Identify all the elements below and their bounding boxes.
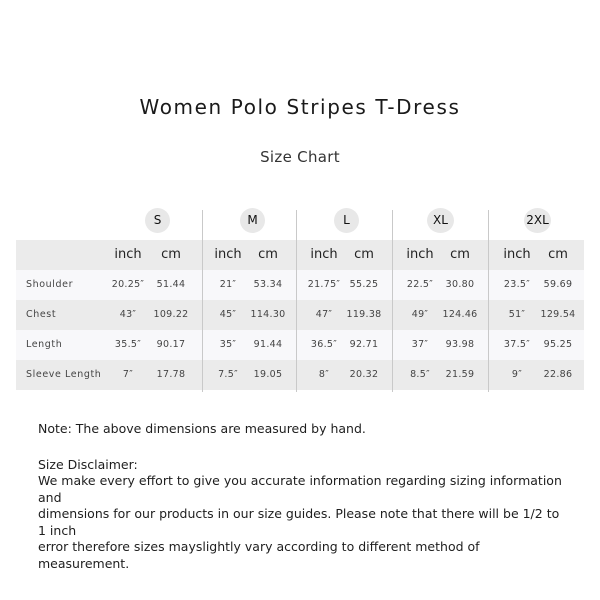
value-cm: 20.32 [349, 369, 379, 380]
value-inch: 35″ [219, 339, 237, 350]
value-inch: 7″ [122, 369, 134, 380]
disclaimer-heading: Size Disclaimer: [38, 456, 138, 472]
notes-section [38, 421, 568, 572]
row-label: Chest [26, 309, 57, 320]
size-badge-m: M [240, 208, 265, 233]
value-inch: 20.25″ [111, 279, 145, 290]
value-cm: 95.25 [543, 339, 573, 350]
value-cm: 22.86 [543, 369, 573, 380]
column-divider [488, 210, 489, 392]
page-title: Women Polo Stripes T-Dress [139, 95, 461, 119]
size-badge-2xl: 2XL [524, 208, 551, 233]
value-inch: 22.5″ [406, 279, 434, 290]
unit-cm: cm [161, 247, 181, 262]
unit-cm: cm [450, 247, 470, 262]
value-cm: 17.78 [156, 369, 186, 380]
disclaimer-line: We make every effort to give you accurate information regarding sizing information and [38, 473, 562, 505]
value-inch: 8.5″ [410, 369, 430, 380]
value-inch: 36.5″ [310, 339, 338, 350]
value-inch: 45″ [219, 309, 237, 320]
size-badge-xl: XL [427, 208, 454, 233]
disclaimer-line: error therefore sizes mayslightly vary according to different method of measurement. [38, 539, 480, 571]
value-cm: 91.44 [253, 339, 283, 350]
measurement-note: Note: The above dimensions are measured by hand. [38, 421, 366, 436]
value-inch: 35.5″ [114, 339, 142, 350]
value-cm: 114.30 [250, 309, 286, 320]
value-inch: 8″ [318, 369, 330, 380]
value-cm: 124.46 [442, 309, 478, 320]
value-cm: 51.44 [156, 279, 186, 290]
value-inch: 21.75″ [307, 279, 341, 290]
unit-cm: cm [548, 247, 568, 262]
value-cm: 129.54 [540, 309, 576, 320]
value-inch: 37″ [411, 339, 429, 350]
size-chart-table [16, 208, 584, 392]
value-inch: 9″ [511, 369, 523, 380]
unit-cm: cm [258, 247, 278, 262]
disclaimer-line: dimensions for our products in our size guides. Please note that there will be 1/2 to 1 inch [38, 506, 560, 538]
value-inch: 37.5″ [503, 339, 531, 350]
value-cm: 53.34 [253, 279, 283, 290]
value-cm: 55.25 [349, 279, 379, 290]
unit-inch: inch [503, 247, 531, 262]
value-inch: 43″ [119, 309, 137, 320]
unit-inch: inch [114, 247, 142, 262]
size-badge-s: S [145, 208, 170, 233]
unit-inch: inch [214, 247, 242, 262]
page-subtitle: Size Chart [260, 148, 340, 166]
unit-inch: inch [310, 247, 338, 262]
column-divider [392, 210, 393, 392]
value-inch: 23.5″ [503, 279, 531, 290]
column-divider [296, 210, 297, 392]
value-cm: 19.05 [253, 369, 283, 380]
value-cm: 119.38 [346, 309, 382, 320]
column-divider [202, 210, 203, 392]
row-label: Sleeve Length [26, 369, 102, 380]
row-label: Shoulder [26, 279, 74, 290]
value-cm: 109.22 [153, 309, 189, 320]
size-badge-l: L [334, 208, 359, 233]
value-cm: 21.59 [445, 369, 475, 380]
value-cm: 90.17 [156, 339, 186, 350]
value-inch: 49″ [411, 309, 429, 320]
row-label: Length [26, 339, 63, 350]
value-inch: 51″ [508, 309, 526, 320]
value-inch: 21″ [219, 279, 237, 290]
value-cm: 92.71 [349, 339, 379, 350]
unit-cm: cm [354, 247, 374, 262]
value-cm: 30.80 [445, 279, 475, 290]
unit-inch: inch [406, 247, 434, 262]
value-inch: 47″ [315, 309, 333, 320]
value-inch: 7.5″ [218, 369, 238, 380]
value-cm: 59.69 [543, 279, 573, 290]
value-cm: 93.98 [445, 339, 475, 350]
